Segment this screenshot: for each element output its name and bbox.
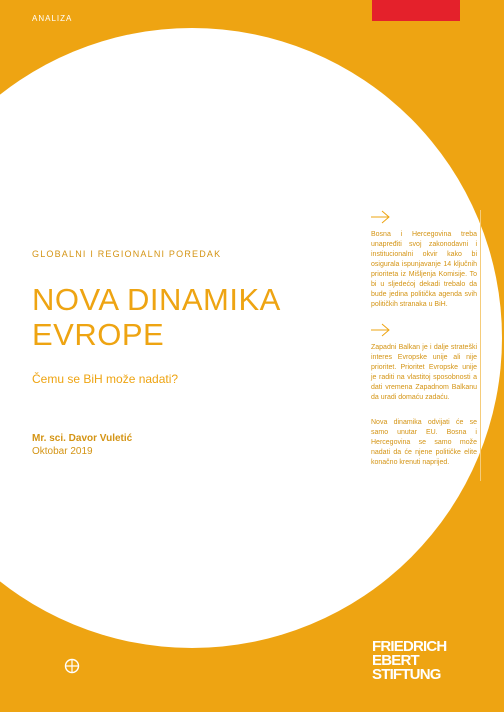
- arrow-right-icon: [371, 210, 391, 224]
- globe-icon: [64, 658, 80, 674]
- logo-line-1: FRIEDRICH: [372, 638, 447, 655]
- page-title: [32, 282, 281, 352]
- summary-text: Nova dinamika odvijati će se samo unutar EU. Bosna i Hercegovina se samo može nadati da će njene političke elite konačno krenuti naprijed.: [371, 419, 477, 466]
- summary-column: [371, 210, 481, 481]
- summary-text: Zapadni Balkan je i dalje strateški interes Evropske unije ali nije prioritet. Prioritet Evropske unije je raditi na vlastitoj sposobnosti a dati vremena Zapadnom Balkanu da uradi domaću zadaću.: [371, 344, 477, 401]
- logo-line-3: STIFTUNG: [372, 666, 441, 683]
- summary-item: [371, 323, 480, 403]
- summary-item: [371, 418, 480, 468]
- red-accent-block: [372, 0, 460, 21]
- section-label: GLOBALNI I REGIONALNI POREDAK: [32, 249, 222, 259]
- author-name: Mr. sci. Davor Vuletić: [32, 433, 133, 444]
- subtitle: Čemu se BiH može nadati?: [32, 372, 179, 386]
- document-type-label: ANALIZA: [32, 14, 73, 23]
- summary-text: Bosna i Hercegovina treba unapređiti svoj zakonodavni i institucionalni okvir kako bi osigurala ispunjavanje 14 ključnih prioriteta iz Mišljenja Komisije. To bi u sljedećoj dekadi trebalo da bude jedina politička agenda svih političkih stranaka u BiH.: [371, 231, 477, 308]
- logo-line-2: EBERT: [372, 652, 419, 669]
- summary-item: [371, 210, 480, 310]
- fes-logo: [372, 640, 462, 682]
- title-line-2: EVROPE: [32, 317, 165, 352]
- title-line-1: NOVA DINAMIKA: [32, 282, 281, 317]
- arrow-right-icon: [371, 323, 391, 337]
- publication-date: Oktobar 2019: [32, 446, 93, 457]
